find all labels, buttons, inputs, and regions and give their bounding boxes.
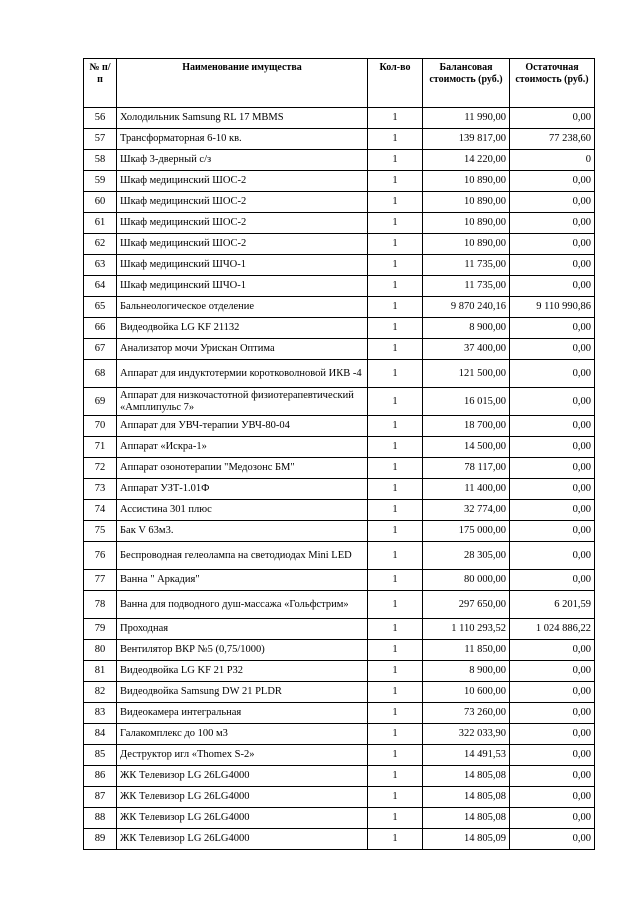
row-number: 73 <box>84 479 117 500</box>
table-row <box>84 724 595 745</box>
item-quantity: 1 <box>368 150 423 171</box>
residual-value: 9 110 990,86 <box>510 297 595 318</box>
item-name: Аппарат для индуктотермии коротковолновой ИКВ -4 <box>117 360 368 388</box>
row-number: 68 <box>84 360 117 388</box>
header-residual: Остаточная стоимость (руб.) <box>510 59 595 108</box>
item-quantity: 1 <box>368 745 423 766</box>
item-quantity: 1 <box>368 318 423 339</box>
item-quantity: 1 <box>368 829 423 850</box>
table-row <box>84 297 595 318</box>
residual-value: 0,00 <box>510 787 595 808</box>
table-row <box>84 388 595 416</box>
item-quantity: 1 <box>368 339 423 360</box>
balance-value: 37 400,00 <box>423 339 510 360</box>
item-name: Аппарат озонотерапии "Медозонс БМ" <box>117 458 368 479</box>
item-name: Галакомплекс до 100 м3 <box>117 724 368 745</box>
table-row <box>84 542 595 570</box>
item-quantity: 1 <box>368 416 423 437</box>
balance-value: 10 890,00 <box>423 192 510 213</box>
row-number: 77 <box>84 570 117 591</box>
balance-value: 80 000,00 <box>423 570 510 591</box>
item-name: Видеодвойка LG KF 21132 <box>117 318 368 339</box>
residual-value: 0,00 <box>510 171 595 192</box>
row-number: 80 <box>84 640 117 661</box>
row-number: 88 <box>84 808 117 829</box>
table-body <box>84 108 595 850</box>
row-number: 65 <box>84 297 117 318</box>
balance-value: 10 890,00 <box>423 213 510 234</box>
residual-value: 0,00 <box>510 808 595 829</box>
row-number: 89 <box>84 829 117 850</box>
item-name: Аппарат «Искра-1» <box>117 437 368 458</box>
document-page <box>83 58 594 850</box>
balance-value: 78 117,00 <box>423 458 510 479</box>
item-quantity: 1 <box>368 234 423 255</box>
row-number: 76 <box>84 542 117 570</box>
table-row <box>84 255 595 276</box>
item-quantity: 1 <box>368 724 423 745</box>
residual-value: 1 024 886,22 <box>510 619 595 640</box>
item-quantity: 1 <box>368 479 423 500</box>
balance-value: 32 774,00 <box>423 500 510 521</box>
residual-value: 0,00 <box>510 213 595 234</box>
residual-value: 0,00 <box>510 829 595 850</box>
residual-value: 0,00 <box>510 703 595 724</box>
table-row <box>84 829 595 850</box>
item-quantity: 1 <box>368 787 423 808</box>
residual-value: 0,00 <box>510 108 595 129</box>
balance-value: 11 850,00 <box>423 640 510 661</box>
item-quantity: 1 <box>368 276 423 297</box>
balance-value: 14 805,09 <box>423 829 510 850</box>
item-name: Вентилятор ВКР №5 (0,75/1000) <box>117 640 368 661</box>
table-row <box>84 276 595 297</box>
residual-value: 0,00 <box>510 234 595 255</box>
table-row <box>84 458 595 479</box>
item-quantity: 1 <box>368 500 423 521</box>
item-name: ЖК Телевизор LG 26LG4000 <box>117 787 368 808</box>
item-name: Ванна " Аркадия" <box>117 570 368 591</box>
balance-value: 9 870 240,16 <box>423 297 510 318</box>
row-number: 69 <box>84 388 117 416</box>
table-row <box>84 661 595 682</box>
item-name: ЖК Телевизор LG 26LG4000 <box>117 766 368 787</box>
balance-value: 11 735,00 <box>423 276 510 297</box>
item-name: Шкаф медицинский ШЧО-1 <box>117 255 368 276</box>
item-quantity: 1 <box>368 213 423 234</box>
row-number: 63 <box>84 255 117 276</box>
row-number: 85 <box>84 745 117 766</box>
item-quantity: 1 <box>368 255 423 276</box>
table-row <box>84 129 595 150</box>
item-quantity: 1 <box>368 703 423 724</box>
item-quantity: 1 <box>368 192 423 213</box>
table-row <box>84 682 595 703</box>
balance-value: 14 805,08 <box>423 787 510 808</box>
balance-value: 14 220,00 <box>423 150 510 171</box>
row-number: 61 <box>84 213 117 234</box>
item-name: Бальнеологическое отделение <box>117 297 368 318</box>
balance-value: 14 500,00 <box>423 437 510 458</box>
item-name: Деструктор игл «Thomex S-2» <box>117 745 368 766</box>
item-quantity: 1 <box>368 570 423 591</box>
item-quantity: 1 <box>368 521 423 542</box>
property-table <box>83 58 595 850</box>
item-name: Анализатор мочи Урискан Оптима <box>117 339 368 360</box>
item-name: Ассистина 301 плюс <box>117 500 368 521</box>
balance-value: 28 305,00 <box>423 542 510 570</box>
balance-value: 10 600,00 <box>423 682 510 703</box>
item-quantity: 1 <box>368 458 423 479</box>
table-row <box>84 171 595 192</box>
balance-value: 14 805,08 <box>423 766 510 787</box>
residual-value: 0,00 <box>510 437 595 458</box>
table-header-row <box>84 59 595 108</box>
residual-value: 0,00 <box>510 416 595 437</box>
row-number: 87 <box>84 787 117 808</box>
residual-value: 0,00 <box>510 724 595 745</box>
item-quantity: 1 <box>368 360 423 388</box>
row-number: 58 <box>84 150 117 171</box>
balance-value: 11 735,00 <box>423 255 510 276</box>
row-number: 70 <box>84 416 117 437</box>
balance-value: 11 400,00 <box>423 479 510 500</box>
balance-value: 10 890,00 <box>423 171 510 192</box>
balance-value: 10 890,00 <box>423 234 510 255</box>
item-name: Аппарат для низкочастотной физиотерапевтический «Амплипульс 7» <box>117 388 368 416</box>
item-quantity: 1 <box>368 388 423 416</box>
item-name: Аппарат УЗТ-1.01Ф <box>117 479 368 500</box>
balance-value: 16 015,00 <box>423 388 510 416</box>
table-row <box>84 745 595 766</box>
item-quantity: 1 <box>368 108 423 129</box>
item-name: Ванна для подводного душ-массажа «Гольфстрим» <box>117 591 368 619</box>
balance-value: 139 817,00 <box>423 129 510 150</box>
residual-value: 0,00 <box>510 682 595 703</box>
residual-value: 0 <box>510 150 595 171</box>
item-quantity: 1 <box>368 619 423 640</box>
row-number: 66 <box>84 318 117 339</box>
row-number: 59 <box>84 171 117 192</box>
row-number: 78 <box>84 591 117 619</box>
balance-value: 121 500,00 <box>423 360 510 388</box>
balance-value: 297 650,00 <box>423 591 510 619</box>
header-balance: Балансовая стоимость (руб.) <box>423 59 510 108</box>
header-name: Наименование имущества <box>117 59 368 108</box>
table-row <box>84 521 595 542</box>
table-row <box>84 570 595 591</box>
item-quantity: 1 <box>368 661 423 682</box>
item-quantity: 1 <box>368 808 423 829</box>
residual-value: 0,00 <box>510 766 595 787</box>
residual-value: 0,00 <box>510 318 595 339</box>
table-row <box>84 437 595 458</box>
table-row <box>84 108 595 129</box>
row-number: 62 <box>84 234 117 255</box>
table-row <box>84 416 595 437</box>
residual-value: 6 201,59 <box>510 591 595 619</box>
balance-value: 18 700,00 <box>423 416 510 437</box>
row-number: 74 <box>84 500 117 521</box>
residual-value: 0,00 <box>510 339 595 360</box>
balance-value: 73 260,00 <box>423 703 510 724</box>
row-number: 67 <box>84 339 117 360</box>
residual-value: 0,00 <box>510 192 595 213</box>
header-qty: Кол-во <box>368 59 423 108</box>
row-number: 84 <box>84 724 117 745</box>
table-row <box>84 360 595 388</box>
item-quantity: 1 <box>368 766 423 787</box>
item-name: Шкаф медицинский ШОС-2 <box>117 171 368 192</box>
item-name: Проходная <box>117 619 368 640</box>
item-name: Шкаф медицинский ШОС-2 <box>117 213 368 234</box>
table-row <box>84 619 595 640</box>
residual-value: 77 238,60 <box>510 129 595 150</box>
item-quantity: 1 <box>368 297 423 318</box>
table-row <box>84 339 595 360</box>
item-name: ЖК Телевизор LG 26LG4000 <box>117 829 368 850</box>
table-row <box>84 766 595 787</box>
item-name: Шкаф медицинский ШОС-2 <box>117 192 368 213</box>
balance-value: 14 491,53 <box>423 745 510 766</box>
table-row <box>84 234 595 255</box>
item-quantity: 1 <box>368 437 423 458</box>
item-quantity: 1 <box>368 129 423 150</box>
row-number: 75 <box>84 521 117 542</box>
item-quantity: 1 <box>368 171 423 192</box>
item-name: Шкаф 3-дверный с/з <box>117 150 368 171</box>
row-number: 81 <box>84 661 117 682</box>
item-name: Видеокамера интегральная <box>117 703 368 724</box>
residual-value: 0,00 <box>510 276 595 297</box>
table-row <box>84 192 595 213</box>
residual-value: 0,00 <box>510 521 595 542</box>
table-row <box>84 500 595 521</box>
item-name: Шкаф медицинский ШОС-2 <box>117 234 368 255</box>
row-number: 83 <box>84 703 117 724</box>
residual-value: 0,00 <box>510 661 595 682</box>
balance-value: 8 900,00 <box>423 318 510 339</box>
row-number: 60 <box>84 192 117 213</box>
table-row <box>84 150 595 171</box>
row-number: 86 <box>84 766 117 787</box>
balance-value: 322 033,90 <box>423 724 510 745</box>
item-name: Беспроводная гелеолампа на светодиодах Mini LED <box>117 542 368 570</box>
residual-value: 0,00 <box>510 479 595 500</box>
row-number: 57 <box>84 129 117 150</box>
table-row <box>84 640 595 661</box>
row-number: 72 <box>84 458 117 479</box>
item-name: ЖК Телевизор LG 26LG4000 <box>117 808 368 829</box>
item-name: Трансформаторная 6-10 кв. <box>117 129 368 150</box>
table-row <box>84 808 595 829</box>
item-name: Холодильник Samsung RL 17 MBMS <box>117 108 368 129</box>
residual-value: 0,00 <box>510 388 595 416</box>
residual-value: 0,00 <box>510 570 595 591</box>
residual-value: 0,00 <box>510 360 595 388</box>
item-quantity: 1 <box>368 682 423 703</box>
item-name: Видеодвойка LG KF 21 P32 <box>117 661 368 682</box>
row-number: 79 <box>84 619 117 640</box>
residual-value: 0,00 <box>510 458 595 479</box>
balance-value: 11 990,00 <box>423 108 510 129</box>
table-row <box>84 787 595 808</box>
item-quantity: 1 <box>368 640 423 661</box>
row-number: 64 <box>84 276 117 297</box>
item-quantity: 1 <box>368 591 423 619</box>
header-num: № п/п <box>84 59 117 108</box>
row-number: 56 <box>84 108 117 129</box>
item-quantity: 1 <box>368 542 423 570</box>
item-name: Шкаф медицинский ШЧО-1 <box>117 276 368 297</box>
balance-value: 14 805,08 <box>423 808 510 829</box>
balance-value: 175 000,00 <box>423 521 510 542</box>
residual-value: 0,00 <box>510 640 595 661</box>
balance-value: 8 900,00 <box>423 661 510 682</box>
row-number: 82 <box>84 682 117 703</box>
table-row <box>84 213 595 234</box>
table-row <box>84 703 595 724</box>
residual-value: 0,00 <box>510 542 595 570</box>
residual-value: 0,00 <box>510 255 595 276</box>
row-number: 71 <box>84 437 117 458</box>
table-row <box>84 479 595 500</box>
residual-value: 0,00 <box>510 745 595 766</box>
residual-value: 0,00 <box>510 500 595 521</box>
table-row <box>84 318 595 339</box>
table-row <box>84 591 595 619</box>
balance-value: 1 110 293,52 <box>423 619 510 640</box>
item-name: Видеодвойка Samsung DW 21 PLDR <box>117 682 368 703</box>
item-name: Аппарат для УВЧ-терапии УВЧ-80-04 <box>117 416 368 437</box>
item-name: Бак V 63м3. <box>117 521 368 542</box>
